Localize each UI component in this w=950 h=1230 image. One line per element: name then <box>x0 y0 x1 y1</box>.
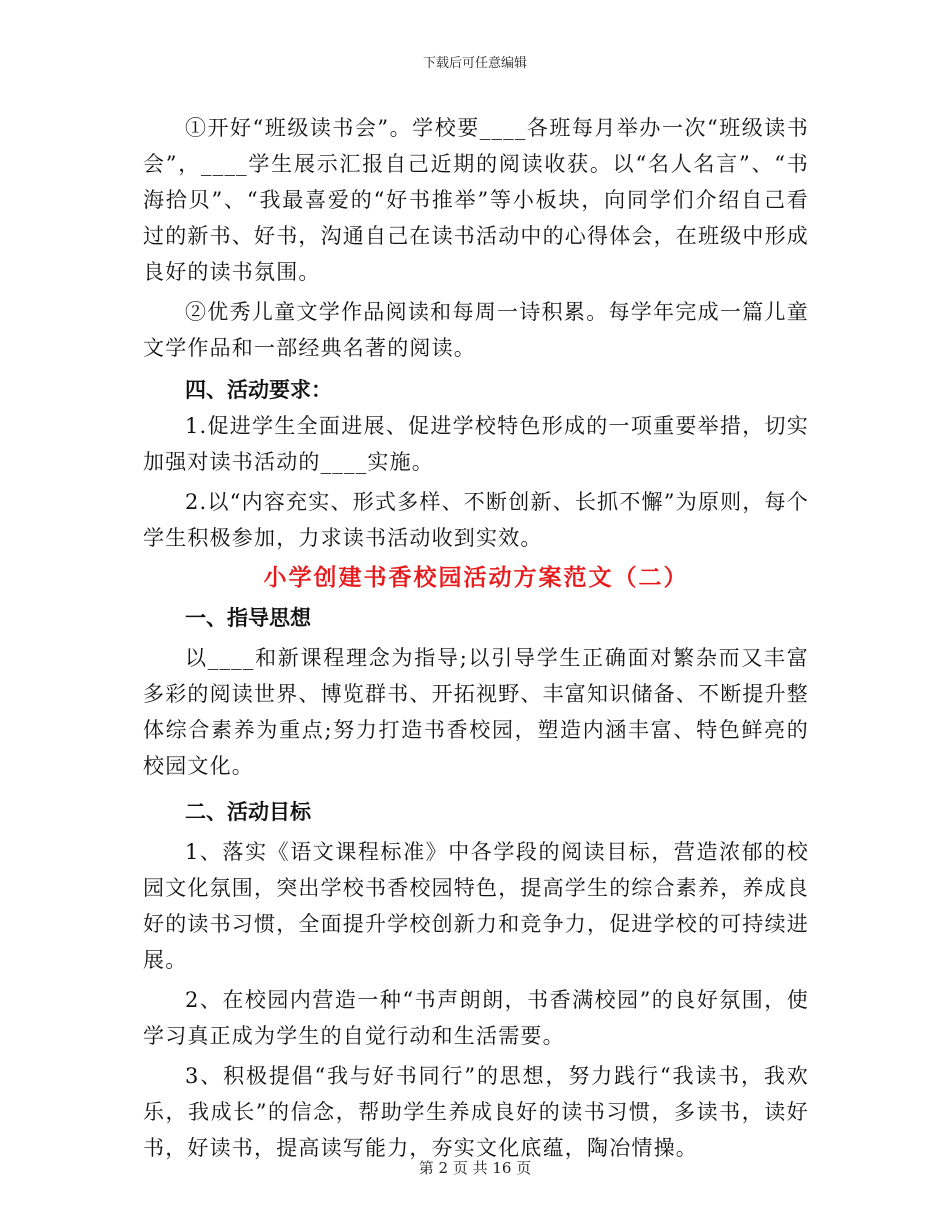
paragraph-requirement-1: 1.促进学生全面进展、促进学校特色形成的一项重要举措，切实加强对读书活动的____实施。 <box>143 414 809 474</box>
heading-activity-goals: 二、活动目标 <box>185 800 311 824</box>
paragraph-reading-club: ①开好“班级读书会”。学校要____各班每月举办一次“班级读书会”，____学生展示汇报自己近期的阅读收获。以“名人名言”、“书海拾贝”、“我最喜爱的“好书推举”等小板块，向同学们介绍自己看过的新书、好书，沟通自己在读书活动中的心得体会，在班级中形成良好的读书氛围。 <box>143 116 809 284</box>
heading-guiding-ideology: 一、指导思想 <box>185 606 311 630</box>
paragraph-children-literature: ②优秀儿童文学作品阅读和每周一诗积累。每学年完成一篇儿童文学作品和一部经典名著的阅读。 <box>143 300 809 360</box>
section-title: 小学创建书香校园活动方案范文（二） <box>263 565 689 591</box>
heading-activity-requirements: 四、活动要求： <box>185 378 332 402</box>
paragraph-goal-3: 3、积极提倡“我与好书同行”的思想，努力践行“我读书，我欢乐，我成长”的信念，帮助学生养成良好的读书习惯，多读书，读好书，好读书，提高读写能力，夯实文化底蕴，陶冶情操。 <box>143 1064 809 1160</box>
paragraph-guiding-ideology: 以____和新课程理念为指导;以引导学生正确面对繁杂而又丰富多彩的阅读世界、博览群书、开拓视野、丰富知识储备、不断提升整体综合素养为重点;努力打造书香校园，塑造内涵丰富、特色鲜亮的校园文化。 <box>143 646 809 778</box>
paragraph-goal-1: 1、落实《语文课程标准》中各学段的阅读目标，营造浓郁的校园文化氛围，突出学校书香校园特色，提高学生的综合素养，养成良好的读书习惯，全面提升学校创新力和竞争力，促进学校的可持续进展。 <box>143 840 809 972</box>
paragraph-goal-2: 2、在校园内营造一种“书声朗朗，书香满校园”的良好氛围，使学习真正成为学生的自觉行动和生活需要。 <box>143 988 809 1048</box>
paragraph-requirement-2: 2.以“内容充实、形式多样、不断创新、长抓不懈”为原则，每个学生积极参加，力求读书活动收到实效。 <box>143 490 809 550</box>
page-number: 第 2 页 共 16 页 <box>418 1159 532 1177</box>
page-header: 下载后可任意编辑 <box>422 56 527 71</box>
document-body <box>143 110 809 1166</box>
